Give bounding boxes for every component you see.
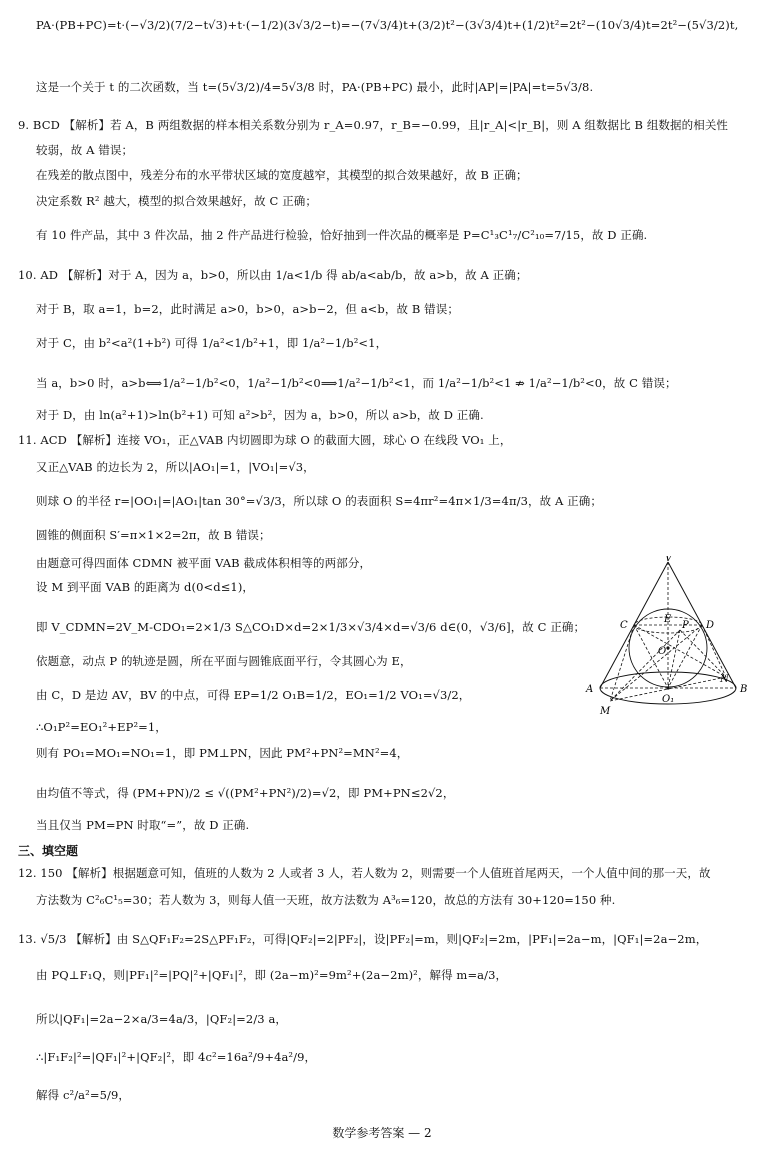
label-P: P [682,620,689,631]
segment-DM [610,625,702,701]
cone-diagram [580,556,752,726]
text-line-l7: 有 10 件产品，其中 3 件次品，抽 2 件产品进行检验，恰好抽到一件次品的概率是 P=C¹₃C¹₇/C²₁₀=7/15，故 D 正确. [36,228,648,242]
text-line-l23: 则有 PO₁=MO₁=NO₁=1，即 PM⊥PN，因此 PM²+PN²=MN²=4， [36,746,409,760]
label-O1: O₁ [662,694,675,705]
text-line-l11: 当 a，b>0 时，a>b⟺1/a²−1/b²<0，1/a²−1/b²<0⟹1/a²−1/b²<1，而 1/a²−1/b²<1 ⇏ 1/a²−1/b²<0，故 C 错误； [36,376,677,390]
text-line-l31: ∴|F₁F₂|²=|QF₁|²+|QF₂|²，即 4c²=16a²/9+4a²/9， [36,1050,317,1064]
segment-DN [702,625,726,677]
text-line-l1: PA·(PB+PC)=t·(−√3/2)(7/2−t√3)+t·(−1/2)(3√3/2−t)=−(7√3/4)t+(3/2)t²−(3√3/4)t+(1/2)t²=2t²−(10√3/4)t=2t²−(5√3/2)t, [36,18,739,32]
label-O: O [658,646,667,657]
text-line-l3: 9. BCD 【解析】若 A，B 两组数据的样本相关系数分别为 r_A=0.97，r_B=−0.99，且|r_A|<|r_B|，则 A 组数据比 B 组数据的相关性 [18,118,729,132]
text-line-l14: 又正△VAB 的边长为 2，所以|AO₁|=1，|VO₁|=√3， [36,460,315,474]
label-D: D [706,620,715,631]
text-line-l4: 较弱，故 A 错误； [36,143,134,157]
text-line-l13: 11. ACD 【解析】连接 VO₁，正△VAB 内切圆即为球 O 的截面大圆，球心 O 在线段 VO₁ 上， [18,433,512,447]
segment-PM [610,630,680,701]
text-line-l32: 解得 c²/a²=5/9， [36,1088,130,1102]
label-E: E [664,614,672,625]
label-M: M [600,706,611,717]
text-line-l30: 所以|QF₁|=2a−2×a/3=4a/3，|QF₂|=2/3 a， [36,1012,288,1026]
section-heading: 三、填空题 [18,844,79,858]
page-footer: 数学参考答案 — 2 [332,1126,432,1140]
point-O1 [666,686,669,689]
segment-PO1 [668,630,680,688]
label-A: A [586,684,594,695]
text-line-l10: 对于 C，由 b²<a²(1+b²) 可得 1/a²<1/b²+1，即 1/a²−1/b²<1， [36,336,388,350]
text-line-l2: 这是一个关于 t 的二次函数，当 t=(5√3/2)/4=5√3/8 时，PA·(PB+PC) 最小，此时|AP|=|PA|=t=5√3/8. [36,80,594,94]
text-line-l27: 方法数为 C²₆C¹₅=30；若人数为 3，则每人值一天班，故方法数为 A³₆=120，故总的方法有 30+120=150 种. [36,893,616,907]
label-V: V [665,556,673,564]
text-line-l21: 由 C，D 是边 AV，BV 的中点，可得 EP=1/2 O₁B=1/2，EO₁=1/2 VO₁=√3/2， [36,688,471,702]
text-line-l19: 即 V_CDMN=2V_M-CDO₁=2×1/3 S△CO₁D×d=2×1/3×√3/4×d=√3/6 d∈(0，√3/6]，故 C 正确； [36,620,586,634]
text-line-l24: 由均值不等式，得 (PM+PN)/2 ≤ √((PM²+PN²)/2)=√2，即 PM+PN≤2√2， [36,786,455,800]
text-line-l28: 13. √5/3 【解析】由 S△QF₁F₂=2S△PF₁F₂，可得|QF₂|=2|PF₂|，设|PF₂|=m，则|QF₂|=2m，|PF₁|=2a−m，|QF₁|=2a−2m， [18,932,708,946]
text-line-l20: 依题意，动点 P 的轨迹是圆，所在平面与圆锥底面平行，令其圆心为 E， [36,654,412,668]
text-line-l9: 对于 B，取 a=1，b=2，此时满足 a>0，b>0，a>b−2，但 a<b，故 B 错误； [36,302,459,316]
text-line-l5: 在残差的散点图中，残差分布的水平带状区域的宽度越窄，其模型的拟合效果越好，故 B 正确； [36,168,528,182]
text-line-l8: 10. AD 【解析】对于 A，因为 a，b>0，所以由 1/a<1/b 得 ab/a<ab/b，故 a>b，故 A 正确； [18,268,528,282]
text-line-l6: 决定系数 R² 越大，模型的拟合效果越好，故 C 正确； [36,194,317,208]
segment-DO1 [668,625,702,688]
text-line-l26: 12. 150 【解析】根据题意可知，值班的人数为 2 人或者 3 人，若人数为 2，则需要一个人值班首尾两天，一个人值中间的那一天，故 [18,866,711,880]
text-line-l29: 由 PQ⊥F₁Q，则|PF₁|²=|PQ|²+|QF₁|²，即 (2a−m)²=9m²+(2a−2m)²，解得 m=a/3， [36,968,508,982]
text-line-l18: 设 M 到平面 VAB 的距离为 d(0<d≤1)， [36,580,255,594]
point-O [666,646,669,649]
text-line-l25: 当且仅当 PM=PN 时取“=”，故 D 正确. [36,818,250,832]
text-line-l22: ∴O₁P²=EO₁²+EP²=1， [36,720,167,734]
label-N: N [720,674,729,685]
text-line-l16: 圆锥的侧面积 S′=π×1×2=2π，故 B 错误； [36,528,271,542]
text-line-l15: 则球 O 的半径 r=|OO₁|=|AO₁|tan 30°=√3/3，所以球 O 的表面积 S=4πr²=4π×1/3=4π/3，故 A 正确； [36,494,602,508]
label-C: C [620,620,628,631]
segment-CN [634,625,726,677]
text-line-l12: 对于 D，由 ln(a²+1)>ln(b²+1) 可知 a²>b²，因为 a，b>0，所以 a>b，故 D 正确. [36,408,484,422]
cone-figure [580,556,752,726]
label-B: B [740,684,748,695]
text-line-l17: 由题意可得四面体 CDMN 被平面 VAB 截成体积相等的两部分， [36,556,372,570]
